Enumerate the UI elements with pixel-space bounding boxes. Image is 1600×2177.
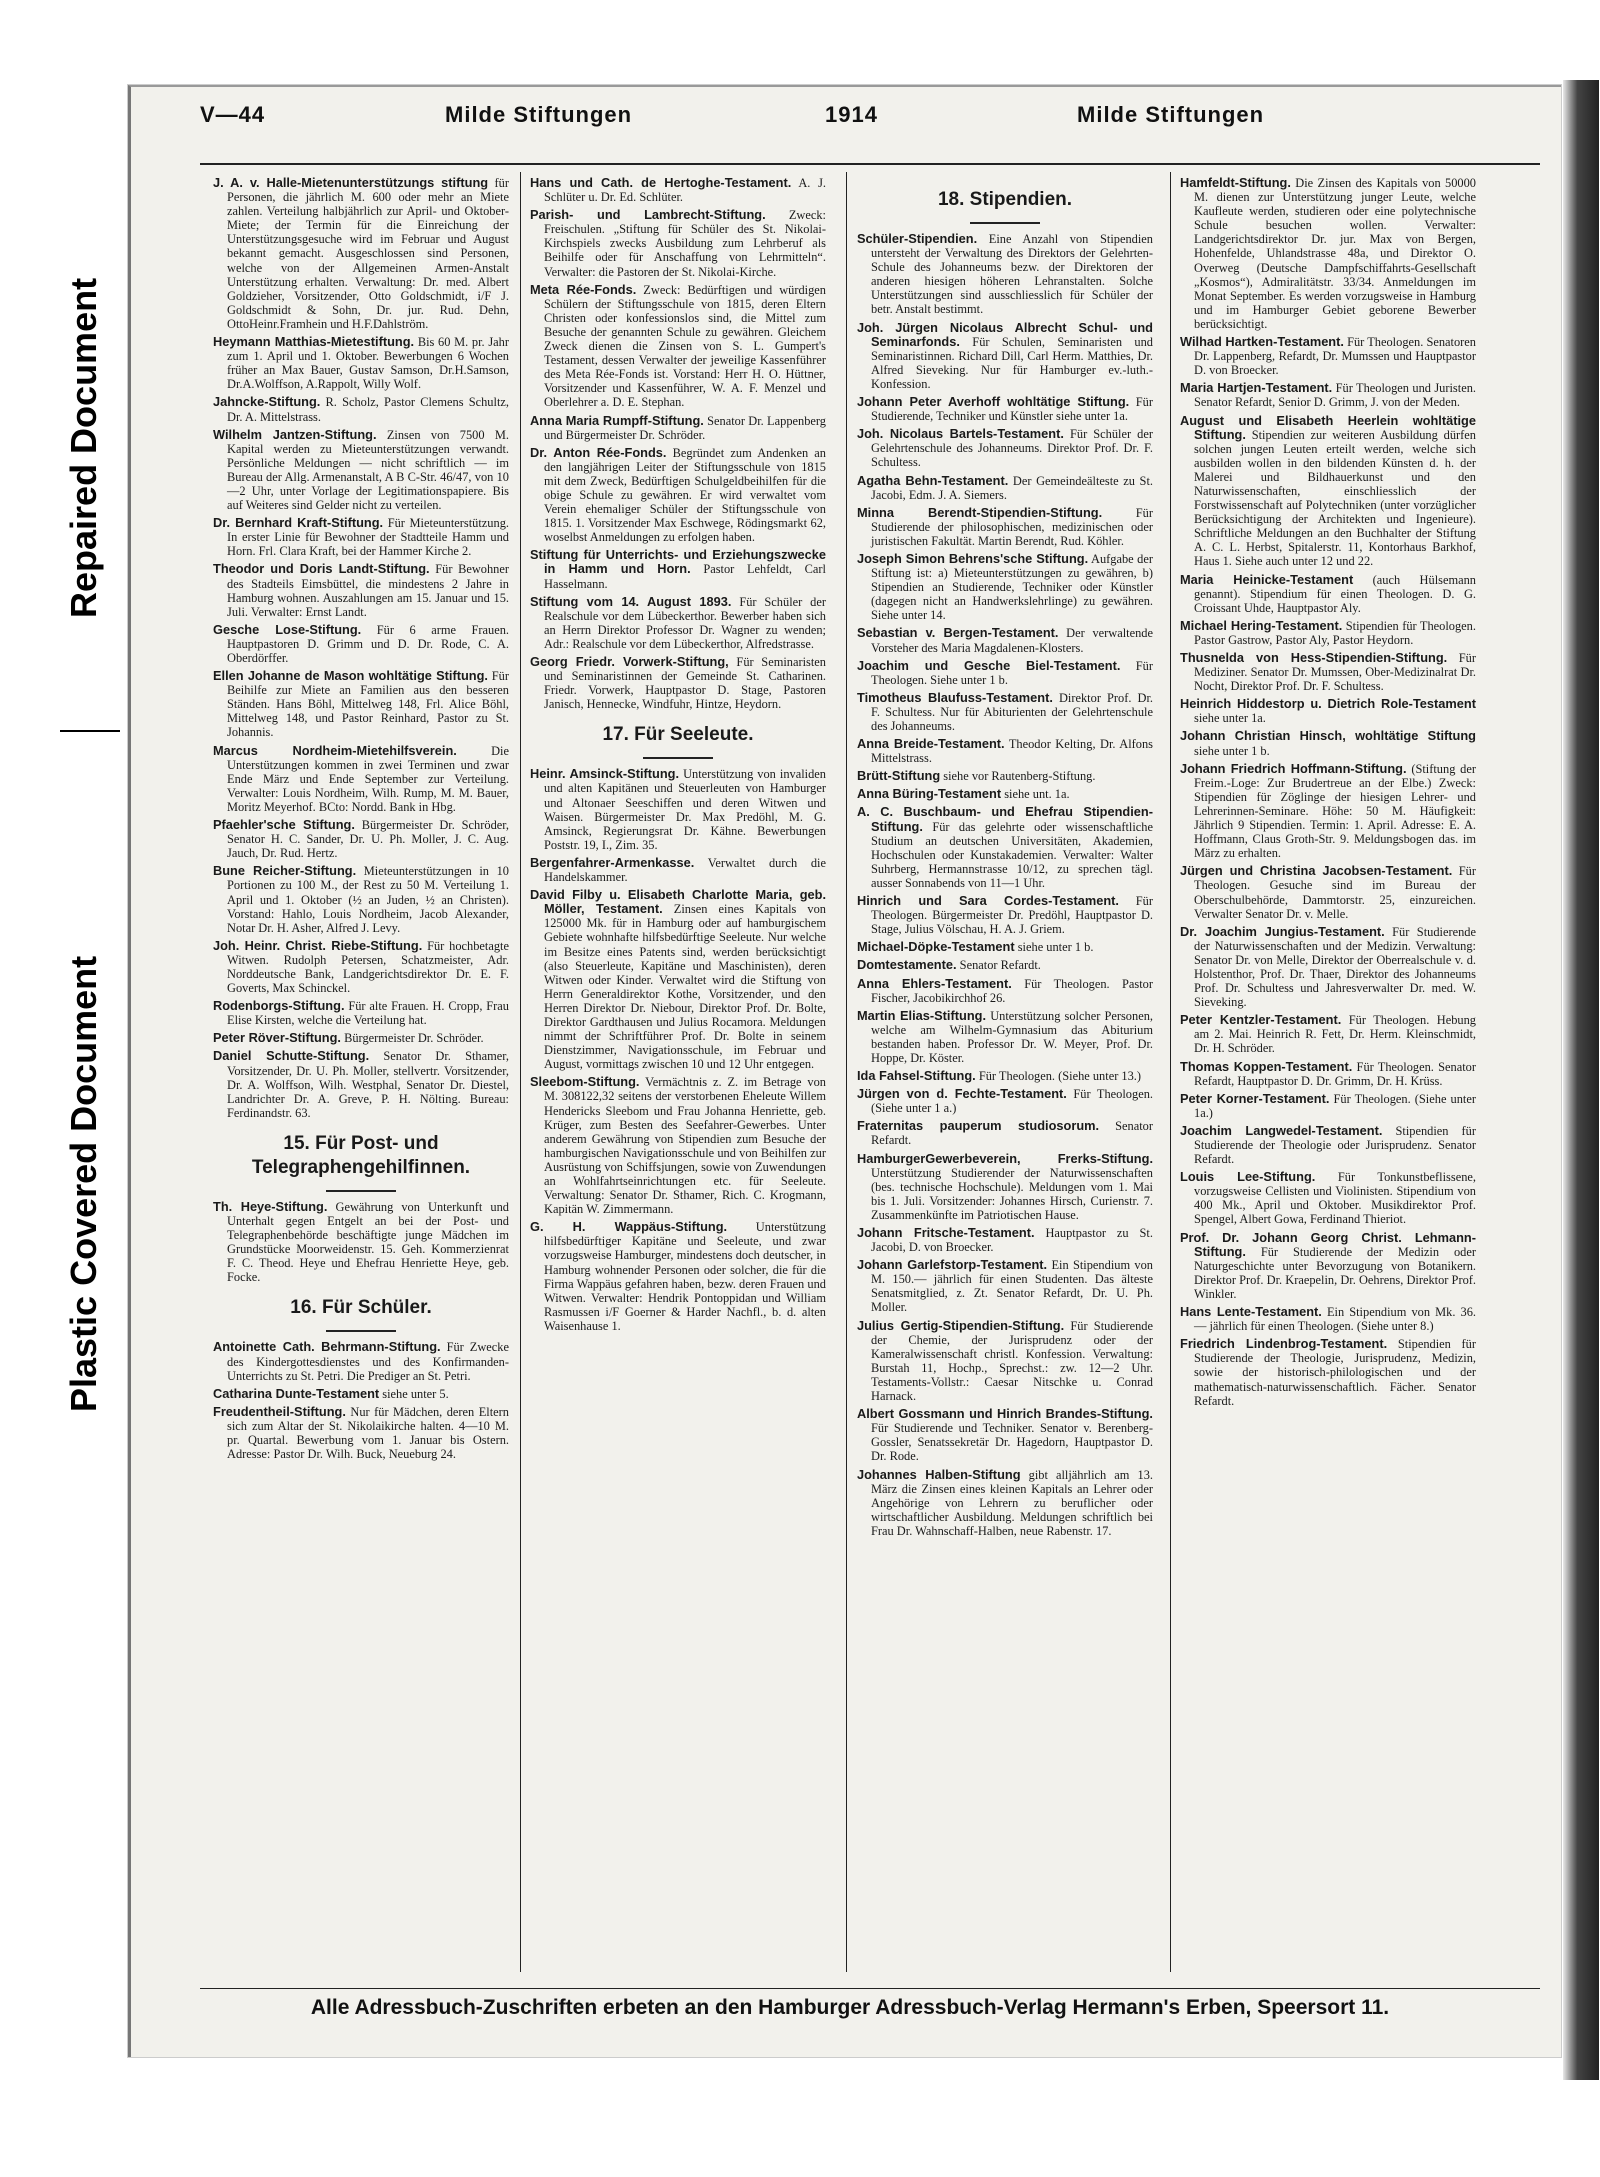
foundation-name: Pfaehler'sche Stiftung. [213, 817, 355, 833]
section-divider [970, 222, 1040, 224]
foundation-entry [213, 1031, 509, 1045]
foundation-details: Für Studierende der philosophischen, medizinischen oder juristischen Fakultät. Martin Berendt, Rud. Köhler. [871, 505, 1153, 548]
foundation-entry [213, 1405, 509, 1461]
foundation-details: siehe vor Rautenberg-Stiftung. [943, 769, 1096, 784]
foundation-details: (Stiftung der Freim.-Loge: Zur Brudertreue an der Elbe.) Zweck: Stipendien für Zöglinge der hiesigen Lehrer- und Lehrerinnen-Seminare. Höhe: 50 M. Häufigkeit: Jährlich 9 Stipendien. Termin: 1. April. Adresse: E. A. Hoffmann, Claus Groth-Str. 9. Meldungsbogen das. im März zu erhalten. [1194, 761, 1476, 861]
foundation-details: siehe unter 1 b. [1017, 940, 1094, 955]
foundation-name: Joh. Heinr. Christ. Riebe-Stiftung. [213, 937, 423, 953]
foundation-name: Dr. Bernhard Kraft-Stiftung. [213, 515, 384, 531]
foundation-name: Heinrich Hiddestorp u. Dietrich Role-Testament [1180, 696, 1476, 712]
foundation-entry [1180, 176, 1476, 331]
foundation-entry [213, 428, 509, 513]
foundation-name: Wilhad Hartken-Testament. [1180, 334, 1344, 350]
foundation-details: Unterstützung Studierender der Naturwissenschaften (bes. technische Hochschule). Meldungen vom 1. Mai bis 1. Juli. Vorsitzender: Johannes Hirsch, Curienstr. 7. Zusammenkünfte im Patriotischen Hause. [871, 1165, 1153, 1222]
foundation-details: Vermächtnis z. Z. im Betrage von M. 308122,32 seitens der verstorbenen Eheleute Willem Hendericks Sleebom und Frau Johanna Henriette, geb. Krüger, zum Besten des Seefahrer-Gewerbes. Unter anderem Gewährung von Stipendien zum Besuche der hamburgischen Navigationsschule und von Beihilfen zur Ausrüstung von Schiffsjungen, sowie von Zuwendungen an Wohlfahrtseinrichtungen etc. für Seeleute. Verwaltung: Senator Dr. Sthamer, Rich. C. Krogmann, Kapitän W. Zimmermann. [544, 1075, 826, 1217]
foundation-entry [857, 1226, 1153, 1254]
foundation-details: Ein Stipendium von M. 150.— jährlich für einen Studenten. Das älteste Senatsmitglied, z. Zt. Senator Refardt, Dr. U. Ph. Moller. [871, 1258, 1153, 1315]
foundation-name: Thomas Koppen-Testament. [1180, 1058, 1353, 1074]
foundation-details: Für Theologen. Hebung am 2. Mai. Heinrich R. Fett, Dr. Herm. Kleinschmidt, Dr. H. Schröder. [1194, 1013, 1476, 1056]
header-rule [200, 163, 1540, 165]
foundation-entry [1180, 651, 1476, 693]
foundation-details: Für Studierende, Techniker und Künstler siehe unter 1a. [871, 395, 1153, 424]
foundation-name: Johann Garlefstorp-Testament. [857, 1257, 1048, 1273]
foundation-entry [1180, 1170, 1476, 1226]
foundation-name: Hamfeldt-Stiftung. [1180, 176, 1291, 190]
foundation-details: Für Studierende der Chemie, der Jurisprudenz oder der Kameralwissenschaft christl. Konfession. Verwaltung: Burstah 11, Hochp., Sprechst.: zw. 12—2 Uhr. Testaments-Vollstr.: Caesar Nitschke u. Conrad Harnack. [871, 1318, 1153, 1404]
foundation-name: Albert Gossmann und Hinrich Brandes-Stiftung. [857, 1406, 1153, 1422]
foundation-details: Für Theologen. Pastor Fischer, Jacobikirchhof 26. [871, 976, 1153, 1005]
foundation-details: Direktor Prof. Dr. F. Schultess. Nur für Abiturienten der Gelehrtenschule des Johanneums. [871, 690, 1153, 733]
foundation-entry [1180, 381, 1476, 409]
foundation-details: Bürgermeister Dr. Schröder. [344, 1031, 484, 1046]
running-title-left: Milde Stiftungen [445, 102, 633, 127]
foundation-entry [1180, 335, 1476, 377]
foundation-details: Nur für Mädchen, deren Eltern sich zum Altar der St. Nikolaikirche halten. 4—10 M. pr. Quartal. Bewerbung vom 1. Januar bis Ostern. Adresse: Pastor Dr. Wilh. Buck, Neueburg 24. [227, 1404, 509, 1462]
foundation-details: Die Zinsen des Kapitals von 50000 M. dienen zur Unterstützung junger Leute, welche Kaufleute werden, studieren oder eine polytechnische Schule besuchen wollen. Verwalter: Landgerichtsdirektor Dr. jur. Max von Bergen, Hohenfelde, Uhlandstrasse 48a, und Direktor O. Overweg (Deutsche Dampfschiffahrts-Gesellschaft „Kosmos“), Admiralitätstr. 33/34. Anmeldungen im Monat September. Es werden vorzugsweise in Hamburg und im Hamburger Gebiet geborene Bewerber berücksichtigt. [1194, 176, 1476, 331]
foundation-entry [857, 1087, 1153, 1115]
foundation-entry [213, 864, 509, 934]
foundation-name: Hinrich und Sara Cordes-Testament. [857, 893, 1119, 909]
foundation-entry [857, 427, 1153, 469]
plastic-covered-label: Plastic Covered Document [63, 955, 104, 1413]
foundation-name: Bune Reicher-Stiftung. [213, 863, 357, 879]
section-heading: 16. Für Schüler. [290, 1297, 432, 1319]
foundation-name: Joseph Simon Behrens'sche Stiftung. [857, 550, 1089, 566]
foundation-details: Stipendien für Studierende der Theologie oder Jurisprudenz. Senator Refardt. [1194, 1123, 1476, 1167]
foundation-details: Begründet zum Andenken an den langjährigen Leiter der Stiftungsschule von 1815 mit dem Zweck, Bedürftigen Schulgeldbeihilfen für die obige Schule zu gewähren. Er wird verwaltet vom Verein ehemaliger Schüler der Stiftungsschule von 1815. 1. Vorsitzender Max Eschwege, Rödingsmarkt 62, woselbst Anmeldungen zu erfolgen haben. [544, 445, 826, 545]
foundation-details: Stipendien für Studierende der Theologie, Jurisprudenz, Medizin, sowie der historisch-philologischen und der mathematisch-naturwissenschaftlich. Fächer. Senator Refardt. [1194, 1337, 1476, 1408]
foundation-name: Hans und Cath. de Hertoghe-Testament. [530, 176, 792, 190]
foundation-name: Domtestamente. [857, 957, 957, 973]
foundation-details: Senator Refardt. [871, 1119, 1153, 1148]
foundation-entry [857, 691, 1153, 733]
foundation-entry [530, 446, 826, 545]
foundation-entry [530, 655, 826, 711]
foundation-name: David Filby u. Elisabeth Charlotte Maria, geb. Möller, Testament. [530, 887, 826, 917]
foundation-details: Unterstützung von invaliden und alten Kapitänen und Steuerleuten von Hamburger und Altonaer Seeschiffen und deren Witwen und Waisen. Bürgermeister Dr. Max Predöhl, M. G. Amsinck, Regierungsrat Dr. Kähne. Bewerbungen Poststr. 19, I., Zim. 35. [544, 767, 826, 852]
foundation-details: Für Studierende der Naturwissenschaften und der Medizin. Verwaltung: Senator Dr. von Melle, Direktor der Oberrealschule v. d. Holstenthor, Prof. Dr. Thaer, Direktor des Johanneums Prof. Dr. Schultess und Jahresverwalter Dr. med. W. Sieveking. [1194, 924, 1476, 1010]
foundation-entry [213, 1049, 509, 1119]
foundation-name: Johann Fritsche-Testament. [857, 1225, 1035, 1240]
foundation-entry [1180, 864, 1476, 920]
foundation-entry [857, 506, 1153, 548]
foundation-name: Anna Ehlers-Testament. [857, 975, 1012, 991]
foundation-name: Rodenborgs-Stiftung. [213, 998, 345, 1014]
foundation-entry [1180, 619, 1476, 647]
foundation-name: Peter Korner-Testament. [1180, 1090, 1330, 1106]
foundation-details: A. J. Schlüter u. Dr. Ed. Schlüter. [544, 176, 826, 205]
foundation-name: Agatha Behn-Testament. [857, 472, 1009, 488]
foundation-name: Maria Heinicke-Testament [1180, 571, 1354, 587]
foundation-name: August und Elisabeth Heerlein wohltätige Stiftung. [1180, 412, 1476, 442]
foundation-entry [1180, 1060, 1476, 1088]
foundation-details: Bis 60 M. pr. Jahr zum 1. April und 1. Oktober. Bewerbungen 6 Wochen früher an Max Bauer, Gustav Samson, Dr.H.Samson, Dr.A.Wolffson, A.Rappolt, Willy Wolf. [227, 335, 509, 392]
foundation-entry [857, 737, 1153, 765]
foundation-entry [530, 208, 826, 278]
foundation-details: Senator Dr. Sthamer, Vorsitzender, Dr. U. Ph. Moller, stellvertr. Vorsitzender, Dr. A. Wolffson, Wilh. Westphal, Senator Dr. Diestel, Landrichter Dr. A. Greve, P. H. Nölting. Bureau: Ferdinandstr. 63. [227, 1049, 509, 1120]
foundation-entry [213, 1387, 509, 1401]
foundation-name: Johann Friedrich Hoffmann-Stiftung. [1180, 760, 1407, 776]
foundation-name: Hans Lente-Testament. [1180, 1304, 1322, 1320]
foundation-entry [530, 414, 826, 442]
foundation-entry [213, 516, 509, 558]
foundation-entry [857, 1119, 1153, 1147]
foundation-entry [213, 744, 509, 814]
foundation-entry [857, 769, 1153, 783]
foundation-entry [1180, 1013, 1476, 1055]
foundation-name: Sleebom-Stiftung. [530, 1074, 640, 1090]
foundation-entry [530, 283, 826, 410]
page-edge-shadow [1563, 80, 1599, 2080]
foundation-name: Martin Elias-Stiftung. [857, 1007, 987, 1023]
foundation-details: siehe unter 1 b. [1194, 743, 1270, 758]
foundation-name: Louis Lee-Stiftung. [1180, 1169, 1316, 1185]
foundation-name: Schüler-Stipendien. [857, 231, 978, 246]
foundation-name: Anna Maria Rumpff-Stiftung. [530, 412, 704, 428]
foundation-entry [530, 548, 826, 590]
foundation-name: Michael Hering-Testament. [1180, 617, 1343, 633]
foundation-entry [530, 595, 826, 651]
foundation-entry [857, 977, 1153, 1005]
foundation-name: Parish- und Lambrecht-Stiftung. [530, 207, 766, 223]
foundation-entry [213, 562, 509, 618]
foundation-name: Anna Büring-Testament [857, 786, 1002, 802]
foundation-details: Ein Stipendium von Mk. 36.— jährlich für einen Theologen. (Siehe unter 8.) [1194, 1305, 1476, 1334]
foundation-entry [857, 1009, 1153, 1065]
foundation-name: Fraternitas pauperum studiosorum. [857, 1118, 1100, 1134]
foundation-entry [530, 1220, 826, 1333]
foundation-details: Aufgabe der Stiftung ist: a) Mieteunterstützungen zu gewähren, b) Stipendien an Studierende, Techniker oder Künstler (dagegen nicht an Handwerkslehrlinge) zu gewähren. Siehe unter 14. [871, 551, 1153, 623]
foundation-name: Johannes Halben-Stiftung [857, 1466, 1021, 1482]
foundation-name: Julius Gertig-Stipendien-Stiftung. [857, 1317, 1065, 1333]
foundation-entry [857, 659, 1153, 687]
foundation-name: Catharina Dunte-Testament [213, 1385, 380, 1401]
column-rule-1 [520, 172, 521, 1972]
foundation-details: Zinsen eines Kapitals von 125000 Mk. für in Hamburg oder auf hamburgischem Gebiete wohnhafte hilfsbedürftige Seeleute. Nur welche im Besitze eines Patents sind, werden berücksichtigt (also Steuerleute, Kapitäne und Maschinisten), deren Witwen oder Kinder. Verwaltet wird die Stiftung von Herrn Generaldirektor Kothe, Vorsitzender, und den Herren Direktor Dr. Niebour, Direktor Prof. Dr. Bolte, Direktor Gardthausen und Julius Rocamora. Meldungen nimmt der Schriftführer Prof. Dr. Bolte in seinem Dienstzimmer, Navigationsschule, im Februar und August, vormittags zwischen 10 und 12 Uhr entgegen. [544, 902, 826, 1072]
foundation-details: Für Theologen. Senatoren Dr. Lappenberg, Refardt, Dr. Mumssen und Hauptpastor D. von Broecker. [1194, 335, 1476, 378]
foundation-details: Für Studierende der Medizin oder Naturgeschichte unter Bevorzugung von Botanikern. Direktor Prof. Dr. Kraepelin, Dr. Oehrens, Direktor Prof. Winkler. [1194, 1244, 1476, 1301]
foundation-name: Jahncke-Stiftung. [213, 394, 321, 410]
foundation-name: Stiftung für Unterrichts- und Erziehungszwecke in Hamm und Horn. [530, 547, 826, 577]
foundation-details: Für Theologen. (Siehe unter 1 a.) [871, 1087, 1153, 1116]
foundation-entry [213, 818, 509, 860]
foundation-details: siehe unter 1a. [1194, 711, 1266, 726]
foundation-name: Joachim und Gesche Biel-Testament. [857, 657, 1121, 673]
foundation-name: Peter Röver-Stiftung. [213, 1030, 341, 1046]
foundation-entry [857, 232, 1153, 317]
foundation-name: Minna Berendt-Stipendien-Stiftung. [857, 504, 1103, 520]
foundation-entry [530, 767, 826, 852]
foundation-name: HamburgerGewerbeverein, Frerks-Stiftung. [857, 1150, 1153, 1166]
foundation-details: für Personen, die jährlich M. 600 oder mehr an Miete zahlen. Verteilung halbjährlich zur April- und Oktober-Miete; der Termin für die Einreichung der Unterstützungsgesuche wird im Februar und August bekannt gemacht. Ausgeschlossen sind Personen, welche von der Allgemeinen Armen-Anstalt Unterstützung erhalten. Verwaltung: Dr. med. Albert Goldzieher, Vorsitzender, Otto Goldschmidt, i/F J. Goldschmidt & Sohn, Dr. jur. Rud. Dehn, OttoHeinr.Framhein und H.F.Dahlström. [227, 176, 509, 331]
column-1 [213, 176, 509, 1986]
foundation-details: Zweck: Bedürftigen und würdigen Schülern der Stiftungsschule von 1815, deren Eltern Christen oder konfessionslos sind, die Mittel zum Besuche der genannten Schule zu gewähren. Gleichem Zweck dienen die Zinsen von S. L. Gumpert's Testament, dessen Verwalter der jeweilige Kassenführer des Meta Rée-Fonds ist. Vorstand: Herr H. O. Hüttner, Vorsitzender und Kassenführer, W. A. F. Menzel und Oberlehrer a. D. E. Stephan. [544, 282, 826, 410]
foundation-details: Stipendien zur weiteren Ausbildung dürfen solchen jungen Leuten erteilt werden, welche sich ausbilden wollen in den bildenden Künsten d. h. der Malerei und Bildhauerkunst und den Naturwissenschaften, einschliesslich der Forstwissenschaft auf Polytechniken (unter vorzüglicher Berücksichtigung der Architekten und Ingenieure). Schriftliche Meldungen an den Buchhalter der Stiftung A. C. L. Herbst, Spitalerstr. 11, Kontorhaus Barkhof, Haus 1. Siehe auch unter 12 und 22. [1194, 427, 1476, 569]
foundation-entry [857, 1258, 1153, 1314]
foundation-entry [857, 1468, 1153, 1538]
foundation-name: J. A. v. Halle-Mietenunterstützungs stiftung [213, 176, 489, 190]
foundation-name: Johann Peter Averhoff wohltätige Stiftung. [857, 394, 1130, 410]
foundation-name: Friedrich Lindenbrog-Testament. [1180, 1336, 1388, 1352]
foundation-details: Unterstützung solcher Personen, welche am Wilhelm-Gymnasium das Abiturium bestanden haben. Professor Dr. W. Meyer, Prof. Dr. Hoppe, Dr. Köster. [871, 1008, 1153, 1065]
foundation-entry [1180, 573, 1476, 615]
foundation-entry [530, 176, 826, 204]
foundation-name: Maria Hartjen-Testament. [1180, 380, 1333, 396]
foundation-details: siehe unter 5. [382, 1386, 449, 1401]
foundation-name: Heinr. Amsinck-Stiftung. [530, 766, 680, 782]
foundation-name: Jürgen von d. Fechte-Testament. [857, 1086, 1067, 1102]
page-number: V—44 [200, 102, 266, 127]
foundation-name: Bergenfahrer-Armenkasse. [530, 854, 695, 870]
section-heading: 18. Stipendien. [937, 189, 1073, 210]
foundation-details: Für Theologen. (Siehe unter 13.) [978, 1069, 1142, 1084]
foundation-name: Theodor und Doris Landt-Stiftung. [213, 561, 430, 577]
foundation-details: Senator Refardt. [959, 958, 1041, 973]
foundation-name: Prof. Dr. Johann Georg Christ. Lehmann-Stiftung. [1180, 1229, 1476, 1259]
foundation-entry [857, 805, 1153, 890]
foundation-entry [213, 939, 509, 995]
foundation-name: Thusnelda von Hess-Stipendien-Stiftung. [1180, 650, 1448, 665]
foundation-entry [1180, 1337, 1476, 1407]
foundation-details: Für alte Frauen. H. Cropp, Frau Elise Kirsten, welche die Verteilung hat. [227, 999, 509, 1028]
foundation-entry [857, 395, 1153, 423]
foundation-name: Joachim Langwedel-Testament. [1180, 1122, 1383, 1138]
foundation-entry [1180, 1092, 1476, 1120]
foundation-name: Marcus Nordheim-Mietehilfsverein. [213, 742, 457, 758]
foundation-details: Für Theologen und Juristen. Senator Refardt, Senior D. Grimm, J. von der Meden. [1194, 381, 1476, 410]
foundation-details: Für Theologen. Bürgermeister Dr. Predöhl, Hauptpastor D. Stage, Julius Völschau, H. A. J. Griem. [871, 894, 1153, 937]
foundation-entry [1180, 762, 1476, 861]
foundation-details: Für 6 arme Frauen. Hauptpastoren D. Grimm und D. Dr. Rode, C. A. Oberdörffer. [227, 622, 509, 665]
foundation-entry [857, 321, 1153, 391]
foundation-name: Antoinette Cath. Behrmann-Stiftung. [213, 1339, 441, 1355]
foundation-name: Stiftung vom 14. August 1893. [530, 593, 732, 609]
column-3 [857, 176, 1153, 1996]
column-rule-3 [1170, 172, 1171, 1972]
foundation-details: Für Theologen. Senator Refardt, Hauptpastor D. Dr. Grimm, Dr. H. Krüss. [1194, 1059, 1476, 1088]
column-4 [1180, 176, 1476, 1996]
foundation-details: Theodor Kelting, Dr. Alfons Mittelstrass. [871, 737, 1153, 766]
foundation-details: Zweck: Freischulen. „Stiftung für Schüler des St. Nikolai-Kirchspiels zwecks Ausbildung zum Lehrberuf als Beihilfe oder für Anschaffung von Lehrmitteln“. Verwalter: die Pastoren der St. Nikolai-Kirche. [544, 208, 826, 279]
foundation-details: Die Unterstützungen kommen in zwei Terminen und zwar Ende März und Ende September zur Verteilung. Verwalter: Louis Nordheim, Wilh. Rump, M. M. Bauer, Moritz Meyerhof. BCto: Nordd. Bank in Hbg. [227, 743, 509, 814]
foundation-entry [213, 1340, 509, 1382]
foundation-entry [1180, 1305, 1476, 1333]
foundation-entry [213, 335, 509, 391]
foundation-entry [857, 1069, 1153, 1083]
foundation-entry [857, 940, 1153, 954]
foundation-name: A. C. Buschbaum- und Ehefrau Stipendien-Stiftung. [857, 804, 1153, 834]
foundation-entry [1180, 729, 1476, 757]
foundation-name: Wilhelm Jantzen-Stiftung. [213, 426, 377, 442]
foundation-details: Für Tonkunstbeflissene, vorzugsweise Cellisten und Violinisten. Stipendium von 400 Mk., April und Oktober. Musikdirektor Prof. Spengel, Albert Gowa, Ferdinand Thieriot. [1194, 1170, 1476, 1227]
foundation-entry [530, 888, 826, 1071]
foundation-name: Heymann Matthias-Mietestiftung. [213, 334, 415, 350]
foundation-entry [213, 999, 509, 1027]
section-heading: 17. Für Seeleute. [602, 724, 754, 746]
foundation-details: Für Beihilfe zur Miete an Familien aus den besseren Ständen. Hans Böhl, Mittelweg 148, Frl. Alice Böhl, Mittelweg 148, und Pastor Reinhard, Pastor zu St. Johannis. [227, 669, 509, 740]
foundation-name: Ellen Johanne de Mason wohltätige Stiftung. [213, 668, 488, 684]
foundation-details: Unterstützung hilfsbedürftiger Kapitäne und Seeleute, und zwar vorzugsweise Hamburger, mindestens doch deutscher, in Hamburg wohnender Personen oder solcher, die für die Firma Wappäus gefahren haben, bezw. deren Frauen und Witwen. Verwalter: Hendrik Pontoppidan und William Rasmussen i/F Goerner & Harder Nachfl., b. d. alten Waisenhause 1. [544, 1220, 826, 1333]
foundation-details: Für hochbetagte Witwen. Rudolph Petersen, Schatzmeister, Adr. Norddeutsche Bank, Landgerichtsdirektor Dr. E. F. Goverts, Max Schinckel. [227, 938, 509, 996]
foundation-entry [213, 623, 509, 665]
foundation-entry [857, 787, 1153, 801]
section-divider [326, 1330, 396, 1332]
foundation-details: gibt alljährlich am 13. März die Zinsen eines kleinen Kapitals an Lehrer oder Angehörige von Lehrern zu beruflicher oder wirtschaftlicher Ausbildung. Meldungen schriftlich bei Frau Dr. Wahnschaff-Halben, neue Rabenstr. 17. [871, 1467, 1153, 1538]
running-year: 1914 [825, 102, 878, 127]
foundation-name: Michael-Döpke-Testament [857, 939, 1015, 955]
foundation-details: Für Schulen, Seminaristen und Seminaristinnen. Richard Dill, Carl Herm. Matthies, Dr. Alfred Sieveking. Nur für Hamburger ev.-luth.-Konfession. [871, 334, 1153, 391]
foundation-details: siehe unt. 1a. [1004, 787, 1070, 802]
foundation-name: Th. Heye-Stiftung. [213, 1198, 328, 1214]
foundation-details: R. Scholz, Pastor Clemens Schultz, Dr. A. Mittelstrass. [227, 395, 509, 424]
foundation-entry [1180, 414, 1476, 569]
foundation-entry [857, 894, 1153, 936]
foundation-entry [857, 552, 1153, 622]
foundation-details: Für Schüler der Realschule vor dem Lübeckerthor. Bewerber haben sich an Herrn Direktor Professor Dr. Wagner zu wenden; Adr.: Realschule vor dem Lübeckerthor, Alfredstrasse. [544, 594, 826, 651]
foundation-entry [1180, 925, 1476, 1010]
repaired-document-label: Repaired Document [63, 277, 104, 619]
foundation-details: Für Theologen. (Siehe unter 1a.) [1194, 1091, 1476, 1120]
foundation-details: Für Seminaristen und Seminaristinnen der Gemeinde St. Catharinen. Friedr. Vorwerk, Hauptpastor D. Stage, Pastoren Janisch, Hennecke, Windfuhr, Hintze, Heydorn. [544, 655, 826, 712]
foundation-details: Für Studierende und Techniker. Senator v. Berenberg-Gossler, Senatssekretär Dr. Hagedorn, Hauptpastor D. Dr. Rode. [871, 1421, 1153, 1464]
foundation-name: Jürgen und Christina Jacobsen-Testament. [1180, 863, 1453, 879]
foundation-name: Georg Friedr. Vorwerk-Stiftung, [530, 654, 729, 669]
foundation-details: Für Theologen. Gesuche sind im Bureau der Oberschulbehörde, Dammtorstr. 25, einzureichen. Verwalter Senator Dr. v. Melle. [1194, 864, 1476, 921]
foundation-entry [857, 958, 1153, 972]
foundation-entry [213, 1200, 509, 1285]
foundation-details: Zinsen von 7500 M. Kapital werden zu Mieteunterstützungen verwandt. Persönliche Meldungen — nicht schriftlich — im Bureau der Allg. Armenanstalt, A B C-Str. 46/47, von 10—2 Uhr, unter Vorlage der Legitimationspapiere. Bis auf Weiteres sind Gelder nicht zu verteilen. [227, 427, 509, 513]
foundation-entry [213, 395, 509, 423]
section-heading: 15. Für Post- und Telegraphengehilfinnen. [251, 1132, 471, 1178]
foundation-name: Gesche Lose-Stiftung. [213, 621, 362, 637]
foundation-entry [857, 626, 1153, 654]
document-condition-labels [40, 168, 132, 1628]
foundation-details: Für das gelehrte oder wissenschaftliche Studium an deutschen Universitäten, Akademien, Hochschulen oder Kunstakademien. Verwalter: Walter Suhrberg, Hermannstrasse 10/12, zu sprechen tägl. ausser Sonnabends von 11—1 Uhr. [871, 819, 1153, 890]
foundation-details: Für Mediziner. Senator Dr. Mumssen, Ober-Medizinalrat Dr. Nocht, Direktor Prof. Dr. F. Schultess. [1194, 651, 1476, 694]
foundation-details: Für Bewohner des Stadteils Eimsbüttel, die mindestens 2 Jahre in Hamburg wohnen. Auszahlungen am 15. Januar und 15. Juli. Verwalter: Ernst Landt. [227, 562, 509, 619]
foundation-details: Der verwaltende Vorsteher des Maria Magdalenen-Klosters. [871, 626, 1153, 655]
foundation-entry [1180, 1231, 1476, 1301]
foundation-entry [857, 1152, 1153, 1222]
section-divider [326, 1190, 396, 1192]
foundation-details: Stipendien für Theologen. Pastor Gastrow, Pastor Aly, Pastor Heydorn. [1194, 618, 1476, 647]
foundation-name: Dr. Joachim Jungius-Testament. [1180, 923, 1385, 939]
foundation-entry [1180, 1124, 1476, 1166]
column-2 [530, 176, 826, 1996]
foundation-name: G. H. Wappäus-Stiftung. [530, 1219, 728, 1235]
foundation-name: Daniel Schutte-Stiftung. [213, 1048, 370, 1064]
foundation-details: Für Theologen. Siehe unter 1 b. [871, 658, 1153, 687]
foundation-entry [1180, 697, 1476, 725]
foundation-details: Für Schüler der Gelehrtenschule des Johanneums. Direktor Prof. Dr. F. Schultess. [871, 427, 1153, 470]
foundation-details: Pastor Lehfeldt, Carl Hasselmann. [544, 562, 826, 591]
foundation-name: Joh. Nicolaus Bartels-Testament. [857, 426, 1064, 442]
foundation-details: Für Zwecke des Kindergottesdienstes und des Konfirmanden-Unterrichts zu St. Petri. Die Prediger an St. Petri. [227, 1340, 509, 1383]
foundation-name: Peter Kentzler-Testament. [1180, 1012, 1342, 1028]
foundation-name: Brütt-Stiftung [857, 768, 941, 784]
foundation-entry [857, 1407, 1153, 1463]
foundation-entry [530, 1075, 826, 1216]
foundation-name: Anna Breide-Testament. [857, 736, 1005, 752]
foundation-details: Für Mieteunterstützung. In erster Linie für Bewohner der Stadtteile Hamm und Horn. Frl. Clara Kraft, bei der Hammer Kirche 2. [227, 516, 509, 559]
footer-address-notice: Alle Adressbuch-Zuschriften erbeten an den Hamburger Adressbuch-Verlag Hermann's Erben, Speersort 11. [310, 1996, 1390, 2019]
foundation-details: Bürgermeister Dr. Schröder, Senator H. C. Sander, Dr. U. Ph. Moller, J. C. Aug. Jauch, Dr. Rud. Hertz. [227, 818, 509, 861]
foundation-name: Sebastian v. Bergen-Testament. [857, 625, 1059, 641]
foundation-name: Timotheus Blaufuss-Testament. [857, 689, 1053, 705]
foundation-entry [213, 176, 509, 331]
foundation-entry [213, 669, 509, 739]
column-rule-2 [846, 172, 847, 1972]
foundation-details: Gewährung von Unterkunft und Unterhalt gegen Entgelt an bei der Post- und Telegraphenbehörde beschäftigte junge Mädchen im Grundstücke Moorweidenstr. 15. Geh. Kommerzienrat F. C. Theod. Heye und Ehefrau Henriette Heye, geb. Focke. [227, 1199, 509, 1285]
foundation-name: Freudentheil-Stiftung. [213, 1403, 346, 1419]
foundation-details: (auch Hülsemann genannt). Stipendium für einen Theologen. D. G. Croissant Uhde, Hauptpastor Aly. [1194, 572, 1476, 615]
foundation-name: Dr. Anton Rée-Fonds. [530, 444, 667, 460]
foundation-details: Verwaltet durch die Handelskammer. [544, 855, 826, 885]
running-title-right: Milde Stiftungen [1077, 102, 1265, 127]
foundation-name: Ida Fahsel-Stiftung. [857, 1068, 976, 1084]
foundation-entry [530, 856, 826, 884]
section-divider [643, 757, 713, 759]
foundation-details: Senator Dr. Lappenberg und Bürgermeister Dr. Schröder. [544, 413, 826, 442]
foundation-details: Mieteunterstützungen in 10 Portionen zu 100 M., der Rest zu 50 M. Verteilung 1. April und 1. Oktober (½ an Juden, ½ an Christen). Vorstand: Hahlo, Louis Nordheim, Jacob Alexander, Notar Dr. H. Asher, Alfred J. Levy. [227, 864, 509, 935]
foundation-entry [857, 1319, 1153, 1404]
foundation-entry [857, 474, 1153, 502]
foundation-name: Joh. Jürgen Nicolaus Albrecht Schul- und Seminarfonds. [857, 319, 1153, 349]
foundation-name: Johann Christian Hinsch, wohltätige Stiftung [1180, 728, 1476, 744]
foundation-name: Meta Rée-Fonds. [530, 281, 637, 297]
foundation-details: Eine Anzahl von Stipendien untersteht der Verwaltung des Direktors der Gelehrten-Schule des Johanneums bezw. der Direktoren der anderen hiesigen höheren Lehranstalten. Solche Unterstützungen sind ausschliesslich für Schüler der betr. Anstalt bestimmt. [871, 232, 1153, 317]
foundation-details: Der Gemeindeälteste zu St. Jacobi, Edm. J. A. Siemers. [871, 473, 1153, 502]
foundation-details: Hauptpastor zu St. Jacobi, D. von Broecker. [871, 1226, 1153, 1255]
